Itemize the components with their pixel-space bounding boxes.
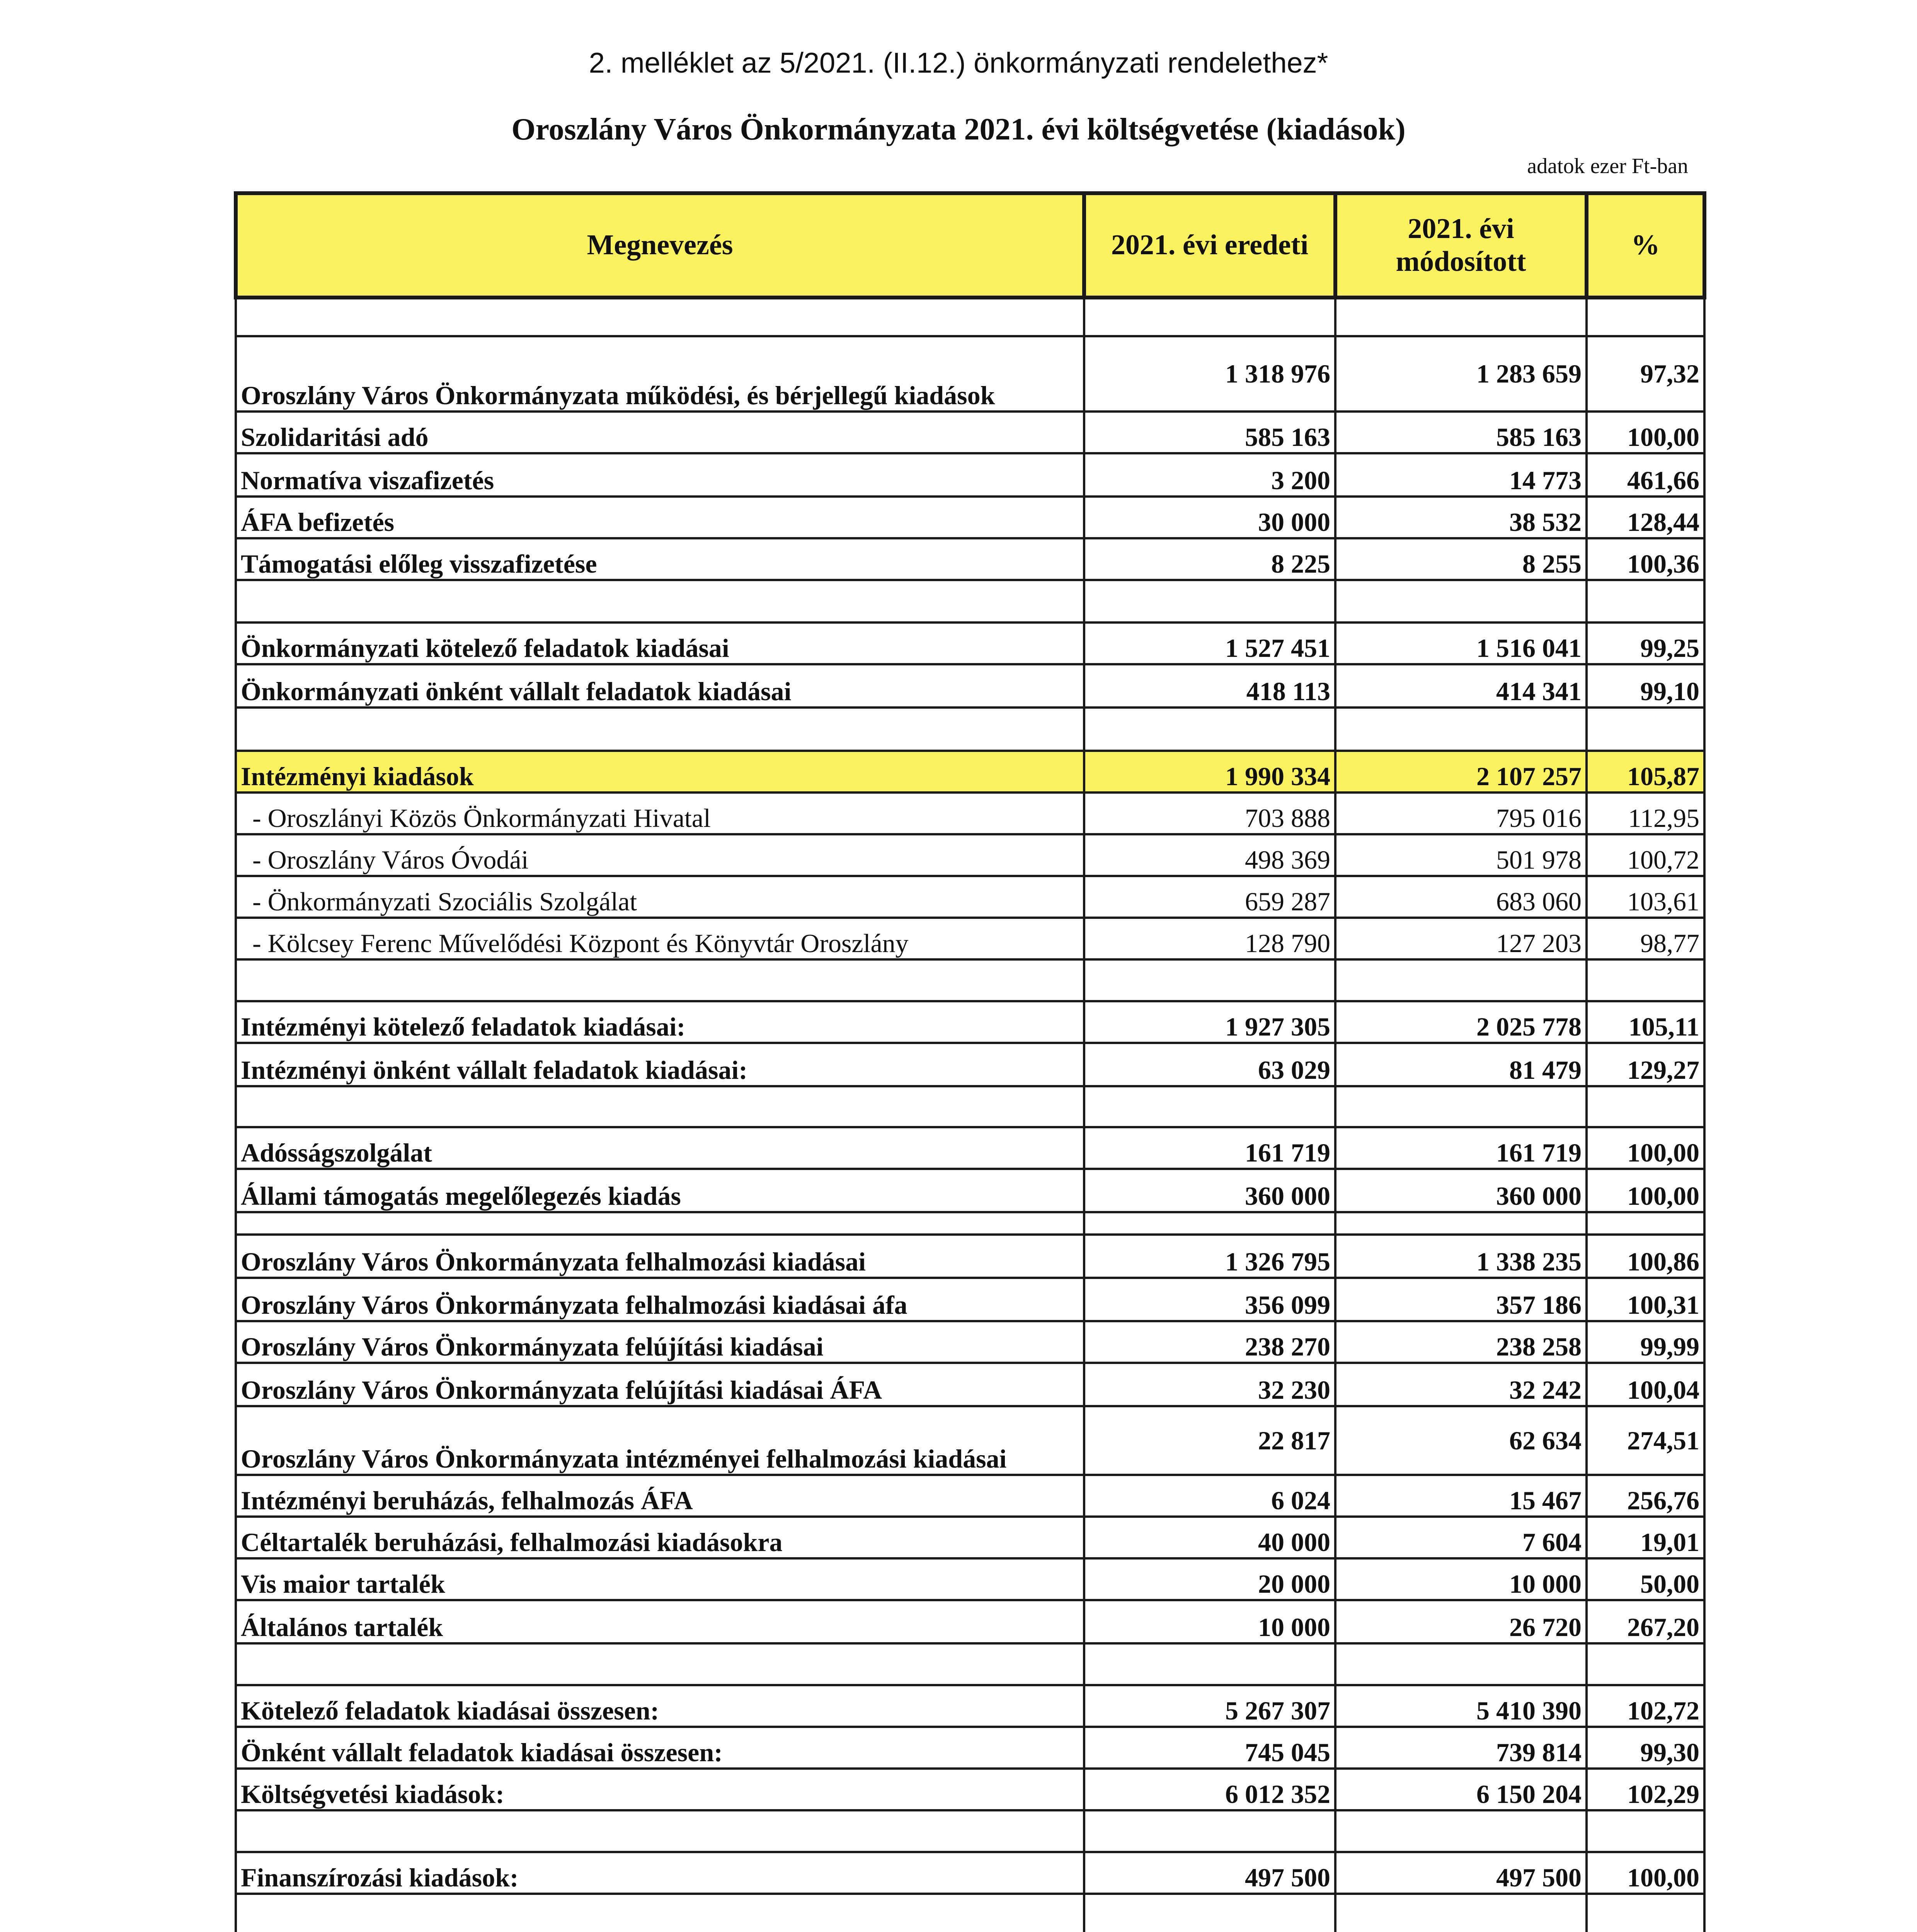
row-percent: 99,30 <box>1587 1727 1704 1769</box>
row-original-value: 5 267 307 <box>1084 1685 1335 1727</box>
table-row <box>236 1558 1704 1600</box>
row-modified-value <box>1335 1810 1587 1852</box>
spacer-row <box>236 1894 1704 1932</box>
row-percent: 100,00 <box>1587 1169 1704 1212</box>
table-row <box>236 538 1704 580</box>
row-name: Oroszlány Város Önkormányzata intézményei felhalmozási kiadásai <box>236 1406 1084 1475</box>
row-name: Támogatási előleg visszafizetése <box>236 538 1084 580</box>
table-row <box>236 751 1704 793</box>
row-name <box>236 1643 1084 1685</box>
table-row <box>236 412 1704 453</box>
row-name: Önkormányzati kötelező feladatok kiadásai <box>236 622 1084 664</box>
row-name: - Önkormányzati Szociális Szolgálat <box>236 876 1084 918</box>
row-name: ÁFA befizetés <box>236 497 1084 538</box>
spacer-row <box>236 298 1704 336</box>
row-original-value: 497 500 <box>1084 1852 1335 1894</box>
row-percent: 97,32 <box>1587 336 1704 412</box>
row-modified-value <box>1335 1086 1587 1127</box>
row-name: Intézményi önként vállalt feladatok kiadásai: <box>236 1043 1084 1086</box>
row-original-value: 10 000 <box>1084 1600 1335 1643</box>
spacer-row <box>236 707 1704 751</box>
row-original-value: 22 817 <box>1084 1406 1335 1475</box>
row-name: Intézményi beruházás, felhalmozás ÁFA <box>236 1475 1084 1517</box>
table-row <box>236 1475 1704 1517</box>
row-modified-value: 2 107 257 <box>1335 751 1587 793</box>
row-original-value <box>1084 1643 1335 1685</box>
row-percent: 98,77 <box>1587 918 1704 959</box>
row-modified-value: 1 283 659 <box>1335 336 1587 412</box>
row-modified-value: 360 000 <box>1335 1169 1587 1212</box>
table-header <box>236 193 1704 298</box>
row-original-value: 128 790 <box>1084 918 1335 959</box>
row-percent <box>1587 1894 1704 1932</box>
row-modified-value: 683 060 <box>1335 876 1587 918</box>
row-percent: 19,01 <box>1587 1517 1704 1558</box>
table-row <box>236 1169 1704 1212</box>
row-name: Szolidaritási adó <box>236 412 1084 453</box>
row-modified-value: 739 814 <box>1335 1727 1587 1769</box>
table-row <box>236 918 1704 959</box>
row-percent <box>1587 707 1704 751</box>
row-original-value <box>1084 1086 1335 1127</box>
spacer-row <box>236 1086 1704 1127</box>
row-name: Oroszlány Város Önkormányzata felújítási kiadásai <box>236 1321 1084 1363</box>
row-original-value: 8 225 <box>1084 538 1335 580</box>
table-row <box>236 1363 1704 1406</box>
row-modified-value <box>1335 959 1587 1001</box>
table-row <box>236 497 1704 538</box>
annex-reference: 2. melléklet az 5/2021. (II.12.) önkormányzati rendelethez* <box>589 47 1328 79</box>
row-name: Állami támogatás megelőlegezés kiadás <box>236 1169 1084 1212</box>
col-header-modified: 2021. évi módosított <box>1335 193 1587 298</box>
row-name: Oroszlány Város Önkormányzata felhalmozási kiadásai <box>236 1235 1084 1278</box>
row-modified-value: 6 150 204 <box>1335 1769 1587 1810</box>
row-modified-value <box>1335 707 1587 751</box>
row-modified-value: 238 258 <box>1335 1321 1587 1363</box>
col-header-original: 2021. évi eredeti <box>1084 193 1335 298</box>
row-modified-value: 2 025 778 <box>1335 1001 1587 1043</box>
row-original-value: 703 888 <box>1084 793 1335 834</box>
row-modified-value: 32 242 <box>1335 1363 1587 1406</box>
row-name: Önként vállalt feladatok kiadásai összesen: <box>236 1727 1084 1769</box>
table-row <box>236 876 1704 918</box>
row-original-value: 63 029 <box>1084 1043 1335 1086</box>
row-percent <box>1587 1086 1704 1127</box>
row-original-value: 1 326 795 <box>1084 1235 1335 1278</box>
row-modified-value <box>1335 580 1587 622</box>
row-percent: 105,11 <box>1587 1001 1704 1043</box>
row-name <box>236 707 1084 751</box>
table-body <box>236 298 1704 1932</box>
row-modified-value: 127 203 <box>1335 918 1587 959</box>
row-name <box>236 1810 1084 1852</box>
row-original-value: 498 369 <box>1084 834 1335 876</box>
row-original-value: 238 270 <box>1084 1321 1335 1363</box>
row-percent: 100,36 <box>1587 538 1704 580</box>
row-percent <box>1587 298 1704 336</box>
row-name <box>236 298 1084 336</box>
row-original-value: 1 527 451 <box>1084 622 1335 664</box>
row-name: Intézményi kötelező feladatok kiadásai: <box>236 1001 1084 1043</box>
row-modified-value: 497 500 <box>1335 1852 1587 1894</box>
table-row <box>236 1127 1704 1169</box>
spacer-row <box>236 959 1704 1001</box>
row-name: Önkormányzati önként vállalt feladatok kiadásai <box>236 664 1084 707</box>
row-percent: 102,29 <box>1587 1769 1704 1810</box>
row-percent: 461,66 <box>1587 453 1704 497</box>
row-original-value: 1 990 334 <box>1084 751 1335 793</box>
row-name: Intézményi kiadások <box>236 751 1084 793</box>
row-original-value: 3 200 <box>1084 453 1335 497</box>
row-name: Normatíva viszafizetés <box>236 453 1084 497</box>
spacer-row <box>236 1643 1704 1685</box>
row-percent: 267,20 <box>1587 1600 1704 1643</box>
row-original-value: 30 000 <box>1084 497 1335 538</box>
row-original-value <box>1084 580 1335 622</box>
row-name: Kötelező feladatok kiadásai összesen: <box>236 1685 1084 1727</box>
units-note: adatok ezer Ft-ban <box>1527 154 1688 178</box>
row-modified-value: 14 773 <box>1335 453 1587 497</box>
row-modified-value <box>1335 1894 1587 1932</box>
spacer-row <box>236 1810 1704 1852</box>
row-percent <box>1587 1212 1704 1235</box>
row-name: Oroszlány Város Önkormányzata felújítási kiadásai ÁFA <box>236 1363 1084 1406</box>
row-name: Oroszlány Város Önkormányzata felhalmozási kiadásai áfa <box>236 1278 1084 1321</box>
row-modified-value: 26 720 <box>1335 1600 1587 1643</box>
row-original-value: 6 024 <box>1084 1475 1335 1517</box>
row-name <box>236 959 1084 1001</box>
row-name: Adósságszolgálat <box>236 1127 1084 1169</box>
row-original-value: 161 719 <box>1084 1127 1335 1169</box>
table-row <box>236 453 1704 497</box>
row-percent: 100,04 <box>1587 1363 1704 1406</box>
row-modified-value: 501 978 <box>1335 834 1587 876</box>
table-row <box>236 1321 1704 1363</box>
col-header-percent: % <box>1587 193 1704 298</box>
table-row <box>236 1600 1704 1643</box>
row-original-value: 20 000 <box>1084 1558 1335 1600</box>
row-name <box>236 1086 1084 1127</box>
row-percent: 99,25 <box>1587 622 1704 664</box>
table-row <box>236 664 1704 707</box>
row-modified-value: 795 016 <box>1335 793 1587 834</box>
row-percent: 105,87 <box>1587 751 1704 793</box>
row-original-value: 1 927 305 <box>1084 1001 1335 1043</box>
row-modified-value: 1 338 235 <box>1335 1235 1587 1278</box>
row-percent <box>1587 959 1704 1001</box>
row-original-value: 659 287 <box>1084 876 1335 918</box>
row-original-value: 40 000 <box>1084 1517 1335 1558</box>
table-row <box>236 1278 1704 1321</box>
row-name: Általános tartalék <box>236 1600 1084 1643</box>
row-original-value: 745 045 <box>1084 1727 1335 1769</box>
row-modified-value: 7 604 <box>1335 1517 1587 1558</box>
row-original-value <box>1084 1212 1335 1235</box>
row-percent: 256,76 <box>1587 1475 1704 1517</box>
table-row <box>236 1727 1704 1769</box>
table-row <box>236 1769 1704 1810</box>
row-percent: 129,27 <box>1587 1043 1704 1086</box>
row-percent: 274,51 <box>1587 1406 1704 1475</box>
row-modified-value <box>1335 298 1587 336</box>
row-modified-value: 10 000 <box>1335 1558 1587 1600</box>
table-row <box>236 834 1704 876</box>
row-percent <box>1587 1810 1704 1852</box>
row-modified-value: 62 634 <box>1335 1406 1587 1475</box>
table-row <box>236 793 1704 834</box>
row-percent: 100,72 <box>1587 834 1704 876</box>
row-modified-value: 161 719 <box>1335 1127 1587 1169</box>
row-percent: 100,31 <box>1587 1278 1704 1321</box>
row-modified-value: 414 341 <box>1335 664 1587 707</box>
row-name: - Kölcsey Ferenc Művelődési Központ és Könyvtár Oroszlány <box>236 918 1084 959</box>
row-original-value: 6 012 352 <box>1084 1769 1335 1810</box>
row-modified-value: 15 467 <box>1335 1475 1587 1517</box>
row-original-value: 32 230 <box>1084 1363 1335 1406</box>
row-modified-value: 8 255 <box>1335 538 1587 580</box>
table-row <box>236 1685 1704 1727</box>
row-percent: 99,99 <box>1587 1321 1704 1363</box>
spacer-row <box>236 1212 1704 1235</box>
row-name: - Oroszlányi Közös Önkormányzati Hivatal <box>236 793 1084 834</box>
row-original-value <box>1084 1894 1335 1932</box>
row-name: Költségvetési kiadások: <box>236 1769 1084 1810</box>
row-percent: 100,00 <box>1587 1127 1704 1169</box>
document-title: Oroszlány Város Önkormányzata 2021. évi költségvetése (kiadások) <box>511 112 1406 146</box>
table-row <box>236 1235 1704 1278</box>
row-name: Oroszlány Város Önkormányzata működési, és bérjellegű kiadások <box>236 336 1084 412</box>
row-original-value: 360 000 <box>1084 1169 1335 1212</box>
row-original-value <box>1084 298 1335 336</box>
row-name: Finanszírozási kiadások: <box>236 1852 1084 1894</box>
row-modified-value <box>1335 1643 1587 1685</box>
row-name: - Oroszlány Város Óvodái <box>236 834 1084 876</box>
row-original-value: 585 163 <box>1084 412 1335 453</box>
row-percent: 102,72 <box>1587 1685 1704 1727</box>
row-percent: 100,00 <box>1587 1852 1704 1894</box>
row-original-value: 1 318 976 <box>1084 336 1335 412</box>
col-header-name: Megnevezés <box>236 193 1084 298</box>
row-percent: 100,86 <box>1587 1235 1704 1278</box>
row-original-value <box>1084 1810 1335 1852</box>
row-original-value: 418 113 <box>1084 664 1335 707</box>
row-modified-value <box>1335 1212 1587 1235</box>
row-original-value <box>1084 707 1335 751</box>
row-percent <box>1587 580 1704 622</box>
row-name: Céltartalék beruházási, felhalmozási kiadásokra <box>236 1517 1084 1558</box>
row-name <box>236 580 1084 622</box>
table-row <box>236 1852 1704 1894</box>
row-percent: 112,95 <box>1587 793 1704 834</box>
table-row <box>236 1001 1704 1043</box>
table-row <box>236 336 1704 412</box>
table-row <box>236 1043 1704 1086</box>
row-modified-value: 38 532 <box>1335 497 1587 538</box>
table-row <box>236 622 1704 664</box>
row-modified-value: 585 163 <box>1335 412 1587 453</box>
row-name <box>236 1894 1084 1932</box>
row-modified-value: 1 516 041 <box>1335 622 1587 664</box>
row-percent: 50,00 <box>1587 1558 1704 1600</box>
row-percent: 103,61 <box>1587 876 1704 918</box>
row-percent <box>1587 1643 1704 1685</box>
spacer-row <box>236 580 1704 622</box>
row-modified-value: 5 410 390 <box>1335 1685 1587 1727</box>
row-original-value: 356 099 <box>1084 1278 1335 1321</box>
table-row <box>236 1406 1704 1475</box>
row-name <box>236 1212 1084 1235</box>
table-row <box>236 1517 1704 1558</box>
budget-table <box>234 191 1706 1932</box>
row-percent: 100,00 <box>1587 412 1704 453</box>
row-name: Vis maior tartalék <box>236 1558 1084 1600</box>
row-percent: 99,10 <box>1587 664 1704 707</box>
row-modified-value: 357 186 <box>1335 1278 1587 1321</box>
row-modified-value: 81 479 <box>1335 1043 1587 1086</box>
row-percent: 128,44 <box>1587 497 1704 538</box>
row-original-value <box>1084 959 1335 1001</box>
